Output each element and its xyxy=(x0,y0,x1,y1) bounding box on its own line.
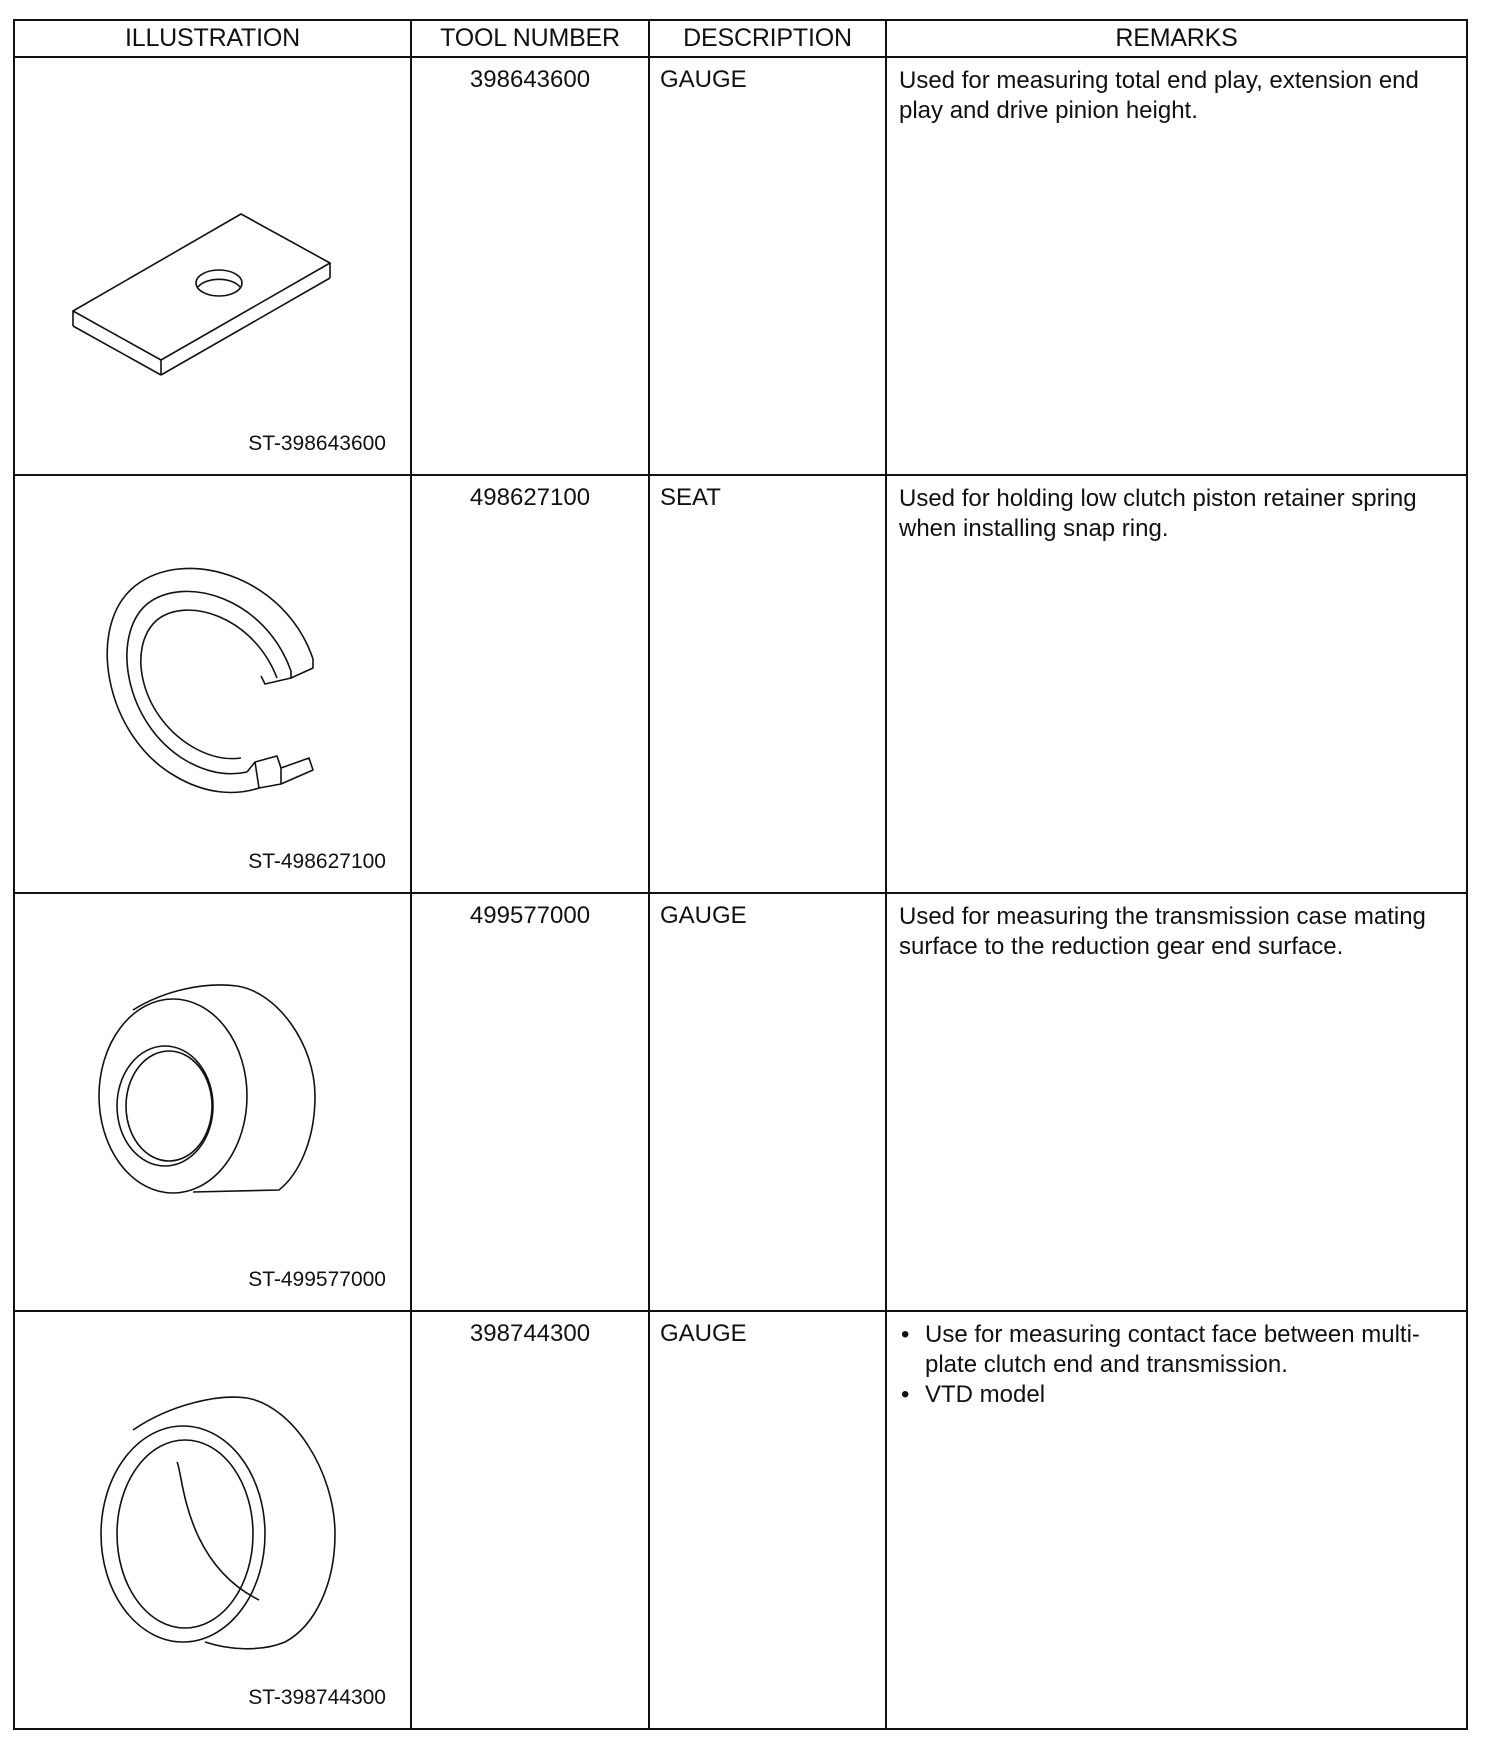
header-illustration: ILLUSTRATION xyxy=(14,20,411,57)
remarks-cell: Used for holding low clutch piston retainer spring when installing snap ring. xyxy=(886,475,1467,893)
cylinder-gauge-icon xyxy=(15,894,410,1310)
table-row xyxy=(14,893,1467,1311)
table-row xyxy=(14,475,1467,893)
tool-number-cell: 498627100 xyxy=(411,475,649,893)
header-description: DESCRIPTION xyxy=(649,20,886,57)
header-remarks: REMARKS xyxy=(886,20,1467,57)
remarks-bullet: • Use for measuring contact face between multi-plate clutch end and transmission. xyxy=(899,1320,1458,1380)
illustration-code: ST-499577000 xyxy=(248,1268,386,1291)
description-cell: GAUGE xyxy=(649,1311,886,1729)
illustration-cell xyxy=(14,57,411,475)
description-cell: SEAT xyxy=(649,475,886,893)
illustration-code: ST-398744300 xyxy=(248,1686,386,1709)
flat-plate-gauge-icon xyxy=(15,58,410,474)
tool-number-cell: 499577000 xyxy=(411,893,649,1311)
illustration-cell xyxy=(14,1311,411,1729)
remarks-cell: Used for measuring total end play, extension end play and drive pinion height. xyxy=(886,57,1467,475)
illustration-cell xyxy=(14,893,411,1311)
ring-gauge-icon xyxy=(15,1312,410,1728)
special-tools-table xyxy=(13,19,1468,1730)
header-tool-number: TOOL NUMBER xyxy=(411,20,649,57)
tool-number-cell: 398744300 xyxy=(411,1311,649,1729)
header-row xyxy=(14,20,1467,57)
illustration-code: ST-398643600 xyxy=(248,432,386,455)
remarks-cell xyxy=(886,1311,1467,1729)
remarks-bullet: • VTD model xyxy=(899,1380,1458,1410)
table-row xyxy=(14,1311,1467,1729)
illustration-code: ST-498627100 xyxy=(248,850,386,873)
table-row xyxy=(14,57,1467,475)
description-cell: GAUGE xyxy=(649,893,886,1311)
illustration-cell xyxy=(14,475,411,893)
split-ring-seat-icon xyxy=(15,476,410,892)
remarks-list xyxy=(899,1320,1458,1410)
tool-number-cell: 398643600 xyxy=(411,57,649,475)
remarks-cell: Used for measuring the transmission case mating surface to the reduction gear end surface. xyxy=(886,893,1467,1311)
description-cell: GAUGE xyxy=(649,57,886,475)
